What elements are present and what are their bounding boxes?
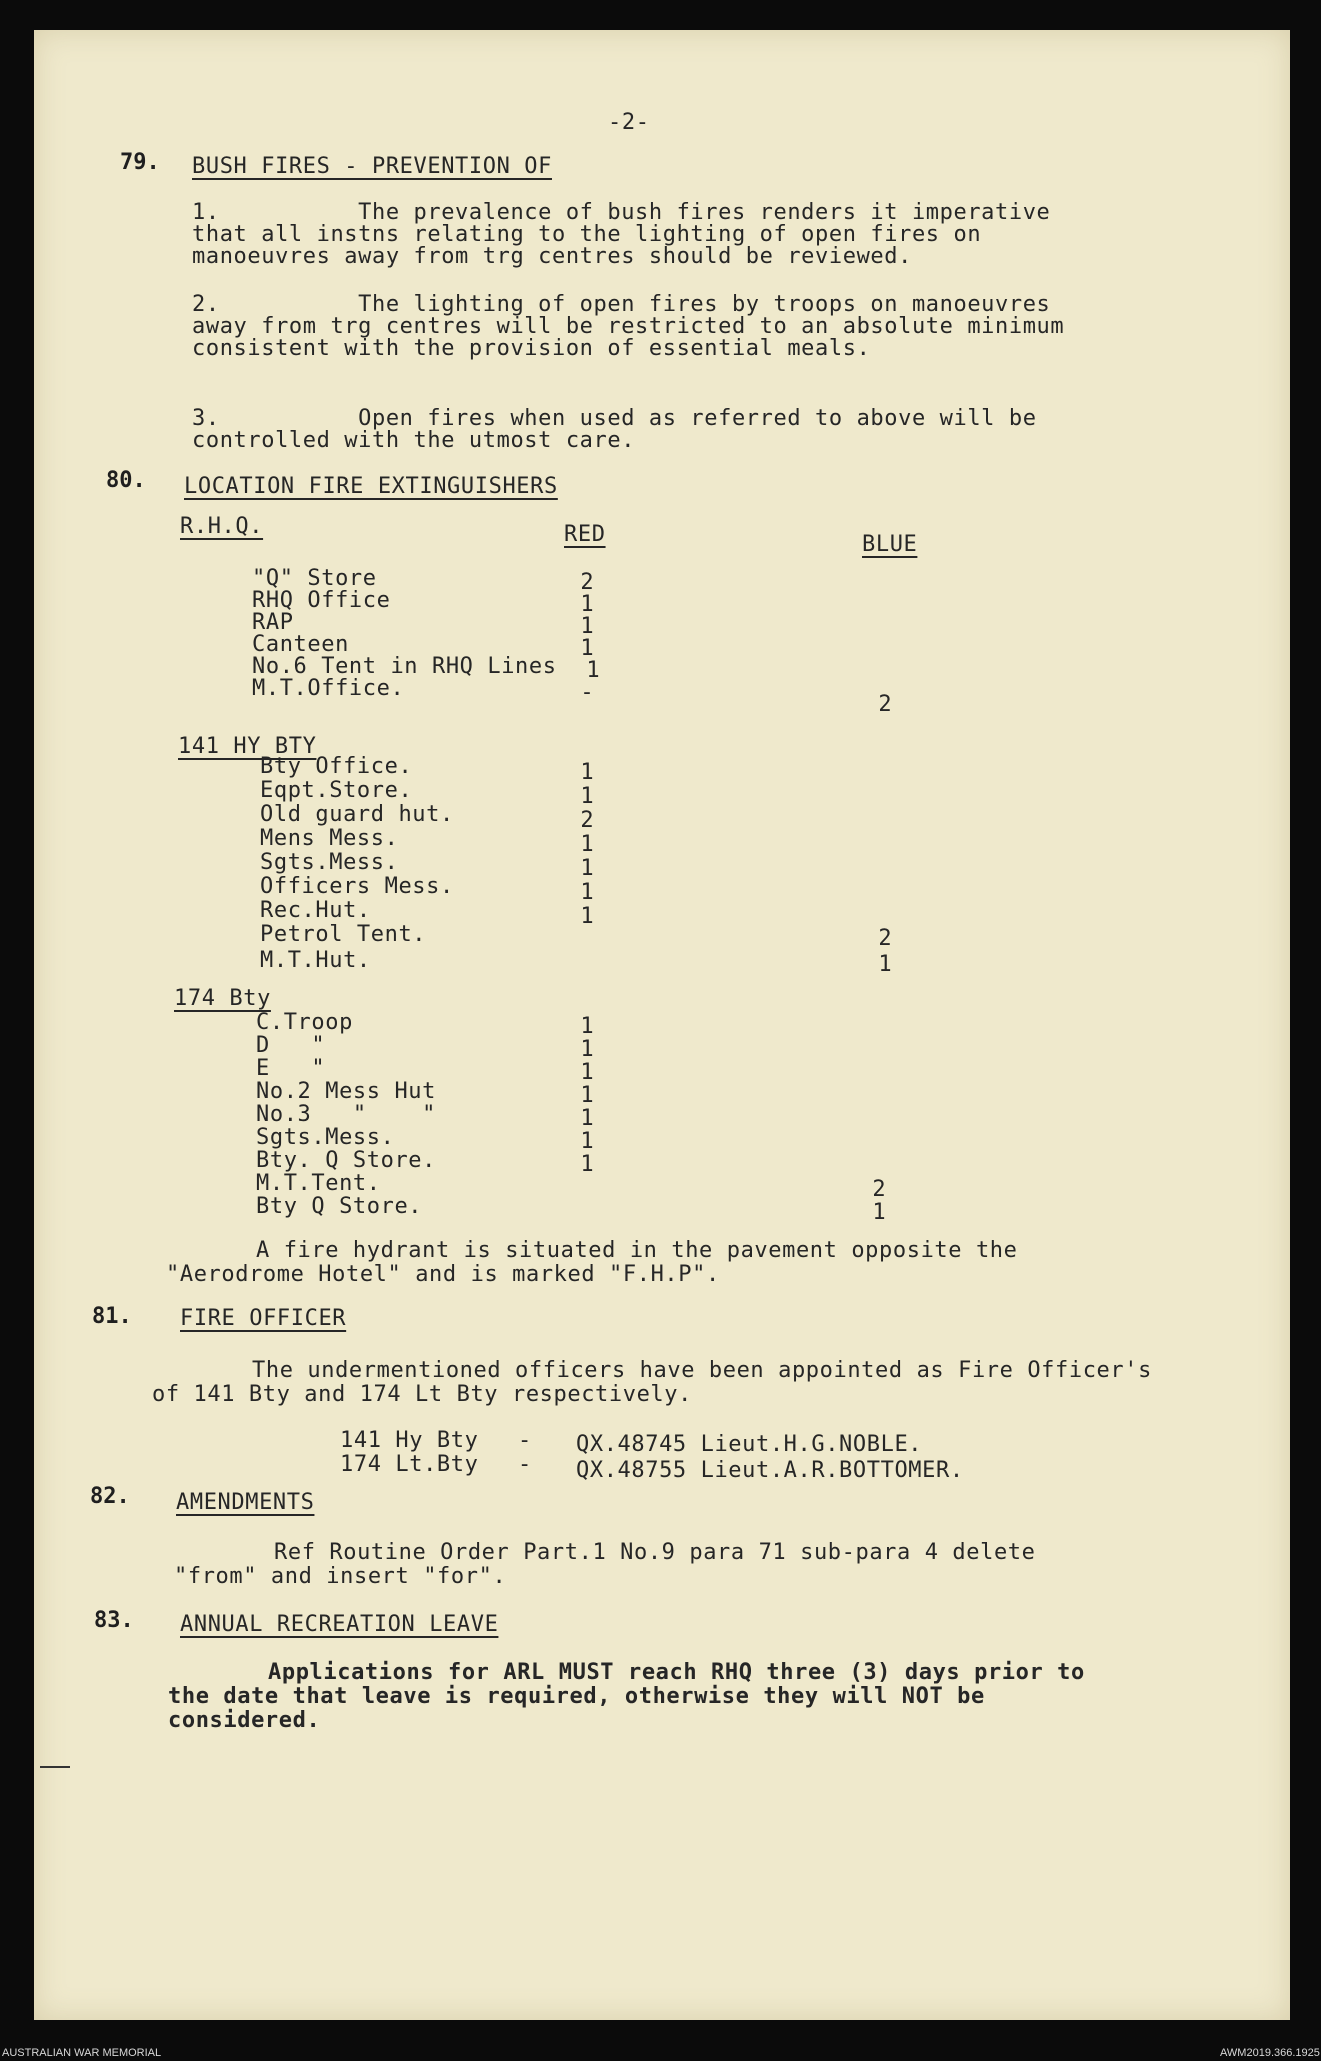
text-line: consistent with the provision of essential meals. bbox=[192, 336, 871, 361]
red-count: 1 bbox=[580, 1014, 594, 1039]
location-name: No.2 Mess Hut bbox=[256, 1079, 436, 1104]
text-line: The undermentioned officers have been appointed as Fire Officer's bbox=[252, 1358, 1152, 1383]
section-title-bush-fires: BUSH FIRES - PREVENTION OF bbox=[192, 154, 552, 179]
red-count: 1 bbox=[580, 1129, 594, 1154]
text-line: manoeuvres away from trg centres should be reviewed. bbox=[192, 244, 912, 269]
blue-count: 1 bbox=[878, 952, 892, 977]
red-count: 1 bbox=[580, 760, 594, 785]
text-line: of 141 Bty and 174 Lt Bty respectively. bbox=[152, 1382, 692, 1407]
location-name: Sgts.Mess. bbox=[256, 1125, 395, 1150]
location-name: No.6 Tent in RHQ Lines bbox=[252, 654, 557, 679]
officer-name: QX.48755 Lieut.A.R.BOTTOMER. bbox=[576, 1458, 964, 1483]
red-count: 1 bbox=[580, 880, 594, 905]
section-title-annual-recreation-leave: ANNUAL RECREATION LEAVE bbox=[180, 1612, 499, 1637]
blue-count: 2 bbox=[878, 926, 892, 951]
location-name: Sgts.Mess. bbox=[260, 850, 399, 875]
text-line: Applications for ARL MUST reach RHQ three (3) days prior to bbox=[268, 1660, 1085, 1685]
officer-name: QX.48745 Lieut.H.G.NOBLE. bbox=[576, 1432, 923, 1457]
group-heading-174-bty: 174 Bty bbox=[174, 986, 271, 1011]
location-name: E " bbox=[256, 1056, 326, 1081]
column-header-red: RED bbox=[564, 522, 606, 547]
location-name: M.T.Hut. bbox=[260, 948, 371, 973]
section-title-fire-officer: FIRE OFFICER bbox=[180, 1306, 347, 1331]
red-count: 1 bbox=[586, 658, 600, 683]
red-count: 2 bbox=[580, 808, 594, 833]
location-name: "Q" Store bbox=[252, 566, 377, 591]
text-line: the date that leave is required, otherwise they will NOT be bbox=[168, 1684, 985, 1709]
margin-mark bbox=[40, 1766, 70, 1768]
red-count: 1 bbox=[580, 832, 594, 857]
blue-count: 1 bbox=[872, 1200, 886, 1225]
column-header-blue: BLUE bbox=[862, 532, 918, 557]
text-line: 1. The prevalence of bush fires renders it imperative bbox=[192, 200, 1051, 225]
red-count: 1 bbox=[580, 856, 594, 881]
location-name: Bty Office. bbox=[260, 754, 413, 779]
red-count: 1 bbox=[580, 1106, 594, 1131]
red-count: 1 bbox=[580, 636, 594, 661]
location-name: Petrol Tent. bbox=[260, 922, 427, 947]
red-count: 1 bbox=[580, 614, 594, 639]
officer-dash: - bbox=[518, 1452, 532, 1477]
section-title-location-fire-extinguishers: LOCATION FIRE EXTINGUISHERS bbox=[184, 474, 558, 499]
red-count: 1 bbox=[580, 1060, 594, 1085]
section-number-81: 81. bbox=[92, 1304, 132, 1329]
red-count: 1 bbox=[580, 904, 594, 929]
location-name: M.T.Tent. bbox=[256, 1171, 381, 1196]
group-heading-rhq: R.H.Q. bbox=[180, 514, 264, 539]
text-line: away from trg centres will be restricted to an absolute minimum bbox=[192, 314, 1065, 339]
text-line: "Aerodrome Hotel" and is marked "F.H.P". bbox=[166, 1262, 720, 1287]
location-name: Eqpt.Store. bbox=[260, 778, 413, 803]
group-heading-141-hy-bty: 141 HY BTY bbox=[178, 734, 317, 759]
document-page bbox=[34, 30, 1290, 2020]
page-number: -2- bbox=[608, 110, 650, 135]
location-name: D " bbox=[256, 1033, 326, 1058]
footer-credit: AUSTRALIAN WAR MEMORIAL bbox=[2, 2047, 162, 2059]
section-title-amendments: AMENDMENTS bbox=[176, 1490, 315, 1515]
text-line: controlled with the utmost care. bbox=[192, 428, 636, 453]
text-line: considered. bbox=[168, 1708, 321, 1733]
location-name: No.3 " " bbox=[256, 1102, 436, 1127]
red-count: 1 bbox=[580, 784, 594, 809]
location-name: Canteen bbox=[252, 632, 349, 657]
text-line: 2. The lighting of open fires by troops on manoeuvres bbox=[192, 292, 1051, 317]
red-count: 1 bbox=[580, 1083, 594, 1108]
blue-count: 2 bbox=[872, 1177, 886, 1202]
text-line: A fire hydrant is situated in the pavement opposite the bbox=[256, 1238, 1018, 1263]
red-count: 1 bbox=[580, 1037, 594, 1062]
officer-dash: - bbox=[518, 1428, 532, 1453]
location-name: RAP bbox=[252, 610, 294, 635]
section-number-79: 79. bbox=[120, 150, 160, 175]
text-line: that all instns relating to the lighting of open fires on bbox=[192, 222, 982, 247]
location-name: Mens Mess. bbox=[260, 826, 399, 851]
text-line: 3. Open fires when used as referred to above will be bbox=[192, 406, 1037, 431]
officer-unit: 174 Lt.Bty bbox=[340, 1452, 479, 1477]
location-name: M.T.Office. bbox=[252, 676, 405, 701]
red-count: 1 bbox=[580, 1152, 594, 1177]
location-name: Bty Q Store. bbox=[256, 1194, 423, 1219]
text-line: Ref Routine Order Part.1 No.9 para 71 sub-para 4 delete bbox=[274, 1540, 1036, 1565]
location-name: Old guard hut. bbox=[260, 802, 454, 827]
section-number-80: 80. bbox=[106, 468, 146, 493]
location-name: Bty. Q Store. bbox=[256, 1148, 436, 1173]
section-number-82: 82. bbox=[90, 1484, 130, 1509]
officer-unit: 141 Hy Bty bbox=[340, 1428, 479, 1453]
footer-reference-id: AWM2019.366.1925 bbox=[1220, 2047, 1320, 2059]
text-line: "from" and insert "for". bbox=[174, 1564, 507, 1589]
location-name: RHQ Office bbox=[252, 588, 391, 613]
location-name: Officers Mess. bbox=[260, 874, 454, 899]
red-count: - bbox=[580, 680, 594, 705]
location-name: C.Troop bbox=[256, 1010, 353, 1035]
location-name: Rec.Hut. bbox=[260, 898, 371, 923]
section-number-83: 83. bbox=[94, 1608, 134, 1633]
blue-count: 2 bbox=[878, 692, 892, 717]
red-count: 1 bbox=[580, 592, 594, 617]
red-count: 2 bbox=[580, 570, 594, 595]
